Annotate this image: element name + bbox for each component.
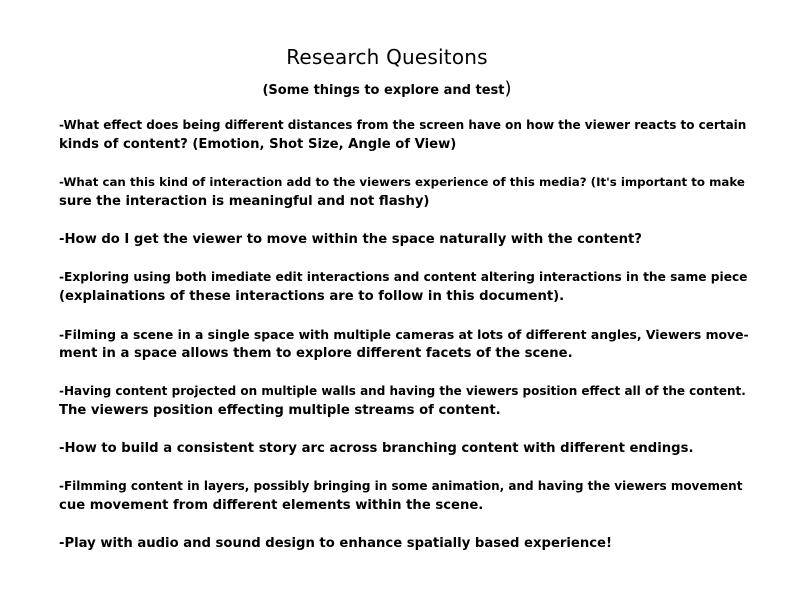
research-question-item <box>59 116 749 154</box>
question-line: kinds of content? (Emotion, Shot Size, Angle of View) <box>59 137 457 152</box>
question-line: -Having content projected on multiple walls and having the viewers position effect all of the content. <box>59 384 746 398</box>
question-line: -Play with audio and sound design to enhance spatially based experience! <box>59 536 613 551</box>
research-question-item <box>59 230 749 249</box>
subtitle-text: (Some things to explore and test <box>262 83 505 98</box>
question-line: -Filming a scene in a single space with multiple cameras at lots of different angles, Viewers move- <box>59 327 749 342</box>
page-subtitle <box>0 78 774 99</box>
question-line: The viewers position effecting multiple streams of content. <box>59 403 501 418</box>
subtitle-close-paren: ) <box>504 78 512 99</box>
question-line: -Filmming content in layers, possibly bringing in some animation, and having the viewers movement <box>59 479 743 493</box>
research-question-item <box>59 477 749 515</box>
research-question-item <box>59 325 749 363</box>
question-line: -How to build a consistent story arc across branching content with different endings. <box>59 441 694 456</box>
research-question-item <box>59 439 749 458</box>
research-question-item <box>59 268 749 306</box>
question-line: -What can this kind of interaction add to the viewers experience of this media? (It's important to make <box>59 175 745 189</box>
research-question-item <box>59 382 749 420</box>
research-question-item <box>59 534 749 553</box>
question-line: cue movement from different elements within the scene. <box>59 498 484 513</box>
research-question-item <box>59 173 749 211</box>
question-line: sure the interaction is meaningful and not flashy) <box>59 194 430 209</box>
page-title: Research Quesitons <box>286 45 488 69</box>
question-line: ment in a space allows them to explore different facets of the scene. <box>59 346 573 361</box>
research-question-list <box>59 116 749 572</box>
question-line: -What effect does being different distances from the screen have on how the viewer reacts to certain <box>59 118 747 132</box>
question-line: (explainations of these interactions are to follow in this document). <box>59 289 565 304</box>
question-line: -Exploring using both imediate edit interactions and content altering interactions in the same piece <box>59 270 748 284</box>
question-line: -How do I get the viewer to move within the space naturally with the content? <box>59 232 642 247</box>
